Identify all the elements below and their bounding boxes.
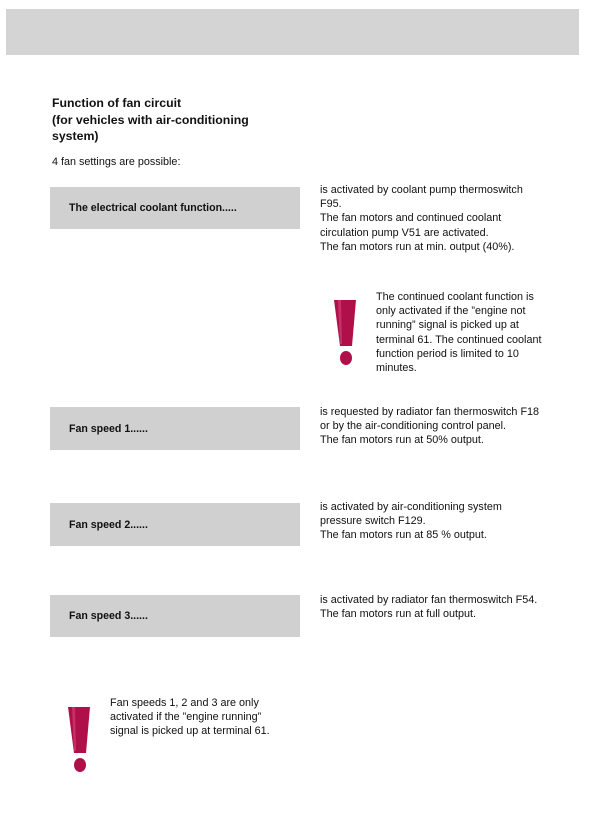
intro-text: 4 fan settings are possible: [52,156,181,168]
note-line: running” signal is picked up at [376,319,519,332]
setting-label-box [50,187,300,229]
heading-line: Function of fan circuit [52,96,182,110]
description-line: or by the air-conditioning control panel. [320,420,507,433]
description-line: The fan motors and continued coolant [320,212,502,225]
description-line: circulation pump V51 are activated. [320,226,489,239]
setting-label: Fan speed 1...... [69,422,148,435]
setting-description [320,500,580,543]
note-line: activated if the ”engine running” [110,711,262,724]
note-line: The continued coolant function is [376,291,534,303]
heading-line: (for vehicles with air-conditioning [52,112,249,127]
description-line: The fan motors run at 50% output. [320,434,484,447]
setting-label-box [50,595,300,637]
description-line: The fan motors run at full output. [320,608,477,621]
note-line: function period is limited to 10 [376,347,519,360]
description-line: is activated by coolant pump thermoswitch [320,184,523,196]
note-line: terminal 61. The continued coolant [376,333,542,346]
page-heading [52,95,292,145]
header-bar [6,9,579,55]
note-line: Fan speeds 1, 2 and 3 are only [110,697,259,709]
warning-note [376,290,541,375]
description-line: F95. [320,198,342,211]
setting-label: Fan speed 3...... [69,610,148,622]
note-line: only activated if the ”engine not [376,305,526,318]
setting-label: The electrical coolant function..... [69,202,237,214]
description-line: The fan motors run at min. output (40%). [320,240,515,253]
description-line: The fan motors run at 85 % output. [320,529,487,542]
setting-description [320,405,580,448]
setting-description [320,183,580,254]
description-line: is activated by radiator fan thermoswitch F54. [320,594,538,606]
warning-note [110,696,270,739]
exclamation-icon [66,703,92,777]
setting-label: Fan speed 2...... [69,518,148,531]
note-line: signal is picked up at terminal 61. [110,725,270,738]
exclamation-icon [332,296,358,370]
description-line: pressure switch F129. [320,515,426,528]
setting-description [320,593,580,621]
note-line: minutes. [376,362,417,375]
setting-label-box [50,503,300,546]
description-line: is activated by air-conditioning system [320,501,502,513]
heading-line: system) [52,129,99,143]
setting-label-box [50,407,300,450]
description-line: is requested by radiator fan thermoswitch F18 [320,406,540,418]
